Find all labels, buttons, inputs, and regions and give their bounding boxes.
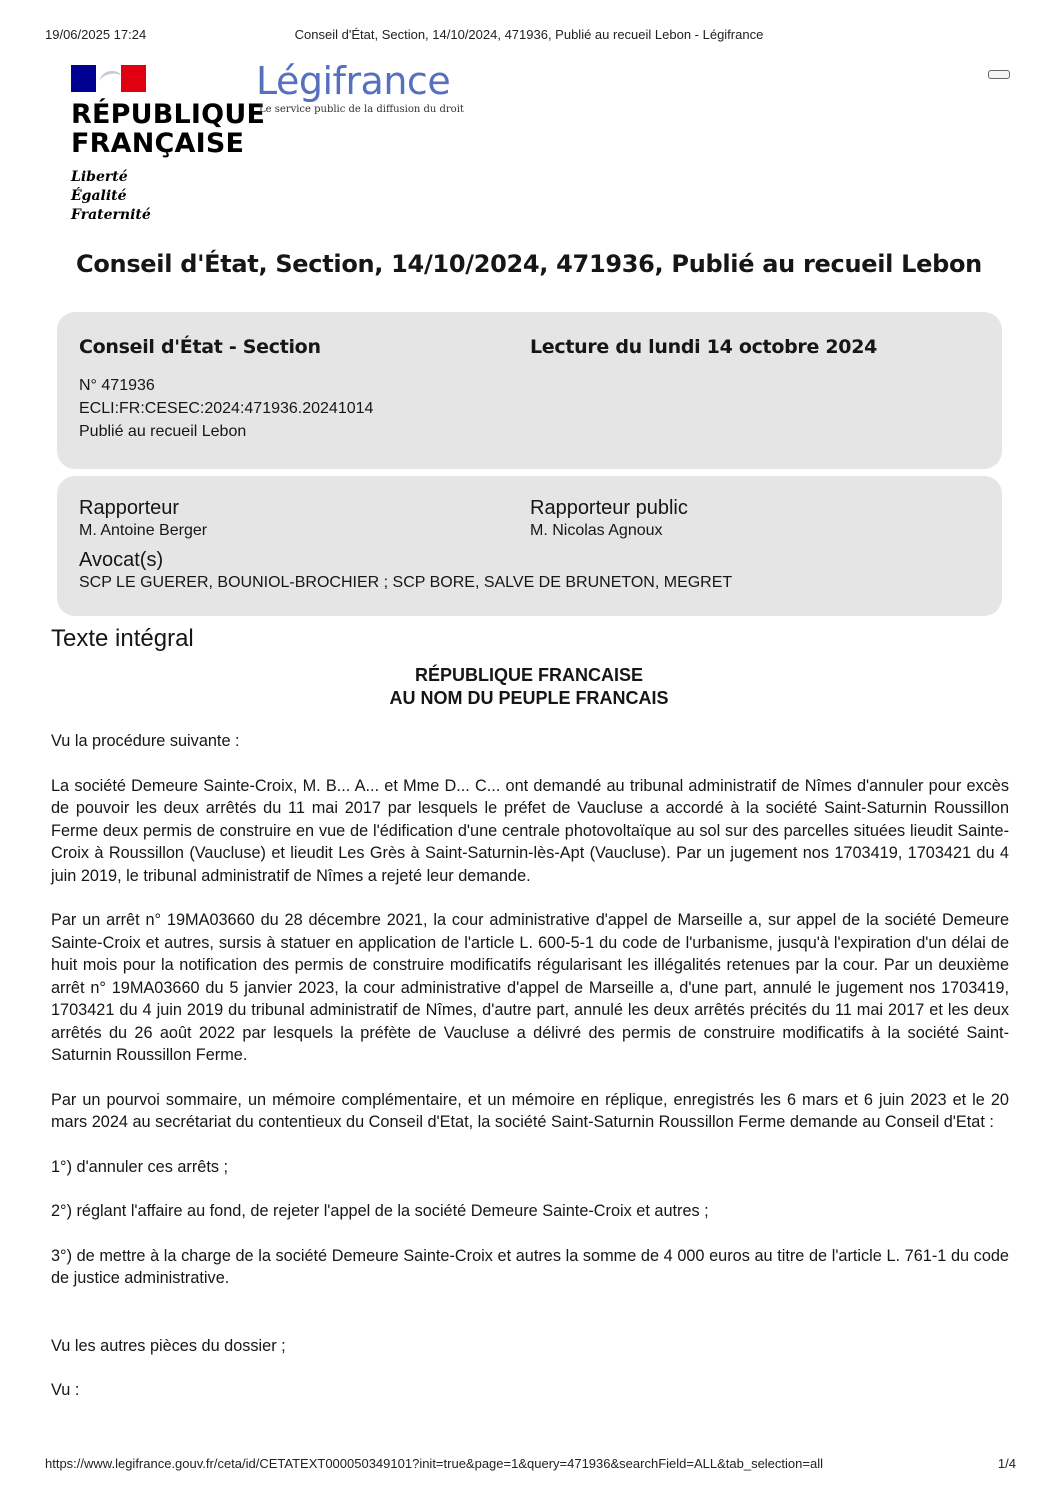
page-number: 1/4 bbox=[997, 1456, 1016, 1471]
paragraph: 1°) d'annuler ces arrêts ; bbox=[51, 1157, 229, 1176]
ecli-code: ECLI:FR:CESEC:2024:471936.20241014 bbox=[79, 400, 374, 417]
section-title: Texte intégral bbox=[51, 625, 194, 652]
paragraph: Vu : bbox=[51, 1381, 80, 1399]
legifrance-tagline: Le service public de la diffusion du droit bbox=[259, 104, 464, 115]
paragraph: 2°) réglant l'affaire au fond, de rejeter l'appel de la société Demeure Sainte-Croix et autres ; bbox=[51, 1202, 709, 1220]
rapporteur-public-name: M. Nicolas Agnoux bbox=[530, 522, 663, 539]
republique-francaise-name: RÉPUBLIQUE FRANÇAISE bbox=[71, 99, 266, 159]
paragraph: Vu la procédure suivante : bbox=[51, 732, 240, 750]
marianne-flag-icon bbox=[71, 65, 146, 92]
print-page-title: Conseil d'État, Section, 14/10/2024, 471936, Publié au recueil Lebon - Légifrance bbox=[294, 27, 764, 42]
print-datetime: 19/06/2025 17:24 bbox=[45, 27, 147, 42]
page-title: Conseil d'État, Section, 14/10/2024, 471936, Publié au recueil Lebon bbox=[76, 250, 982, 278]
paragraph: Par un arrêt n° 19MA03660 du 28 décembre 2021, la cour administrative d'appel de Marseille a, sur appel de la société Demeure Sainte-Croix et autres, sursis à statuer en application de l'article L. 600-5-1 du code de l'urbanisme, jusqu'à l'expiration d'un délai de huit mois pour la notification des permis de construire modificatifs régularisant les illégalités retenues par la cour. Par un deuxième arrêt n° 19MA03660 du 5 janvier 2023, la cour administrative d'appel de Marseille a, d'une part, annulé le jugement nos 1703419, 1703421 du 4 juin 2019 du tribunal administratif de Nîmes, d'autre part, annulé les deux arrêtés précités du 11 mai 2017 et les deux arrêtés du 26 août 2022 par lesquels la préfète de Vaucluse a délivré des permis de construire modificatifs à la société Saint-Saturnin Roussillon Ferme. bbox=[51, 911, 1009, 1064]
lecture-date: Lecture du lundi 14 octobre 2024 bbox=[530, 336, 878, 358]
rapporteur-name: M. Antoine Berger bbox=[79, 522, 208, 539]
decision-meta bbox=[79, 374, 373, 443]
avocats-names: SCP LE GUERER, BOUNIOL-BROCHIER ; SCP BORE, SALVE DE BRUNETON, MEGRET bbox=[79, 574, 733, 591]
publication-status: Publié au recueil Lebon bbox=[79, 423, 247, 440]
legifrance-brand: Légifrance bbox=[256, 59, 451, 103]
republique-francaise-logo[interactable] bbox=[71, 65, 265, 225]
rapporteur-public-label: Rapporteur public bbox=[530, 497, 688, 519]
decision-info-card bbox=[57, 312, 1002, 469]
parties-card bbox=[57, 476, 1002, 616]
paragraph: 3°) de mettre à la charge de la société Demeure Sainte-Croix et autres la somme de 4 000 euros au titre de l'article L. 761-1 du code de justice administrative. bbox=[51, 1246, 1009, 1287]
decision-heading: RÉPUBLIQUE FRANCAISE AU NOM DU PEUPLE FRANCAIS bbox=[389, 665, 669, 708]
court-name: Conseil d'État - Section bbox=[79, 336, 321, 358]
rapporteur-block bbox=[79, 496, 207, 542]
decision-number: N° 471936 bbox=[79, 377, 155, 394]
paragraph: La société Demeure Sainte-Croix, M. B... A... et Mme D... C... ont demandé au tribunal administratif de Nîmes d'annuler pour excès de pouvoir les deux arrêtés du 11 mai 2017 par lesquels le préfet de Vaucluse a accordé à la société Saint-Saturnin Roussillon Ferme deux permis de construire en vue de l'édification d'une centrale photovoltaïque au sol sur des parcelles situées lieudit Sainte-Croix à Roussillon (Vaucluse) et lieudit Les Grès à Saint-Saturnin-lès-Apt (Vaucluse). Par un jugement nos 1703419, 1703421 du 4 juin 2019, le tribunal administratif de Nîmes a rejeté leur demande. bbox=[51, 776, 1009, 885]
rapporteur-label: Rapporteur bbox=[79, 497, 180, 519]
avocats-label: Avocat(s) bbox=[79, 549, 164, 571]
paragraph: Vu les autres pièces du dossier ; bbox=[51, 1336, 286, 1355]
rapporteur-public-block bbox=[530, 496, 688, 542]
menu-button[interactable] bbox=[988, 70, 1010, 79]
paragraph: Par un pourvoi sommaire, un mémoire complémentaire, et un mémoire en réplique, enregistrés les 6 mars et 6 juin 2023 et le 20 mars 2024 au secrétariat du contentieux du Conseil d'Etat, la société Saint-Saturnin Roussillon Ferme demande au Conseil d'Etat : bbox=[51, 1090, 1009, 1131]
decision-body bbox=[51, 730, 1009, 1424]
republic-motto: Liberté Égalité Fraternité bbox=[71, 169, 151, 223]
page-url-link[interactable]: https://www.legifrance.gouv.fr/ceta/id/CETATEXT000050349101?init=true&page=1&query=471936&searchField=ALL&tab_selection=all bbox=[45, 1456, 823, 1471]
avocats-block bbox=[79, 548, 732, 594]
legifrance-logo[interactable] bbox=[256, 60, 464, 115]
